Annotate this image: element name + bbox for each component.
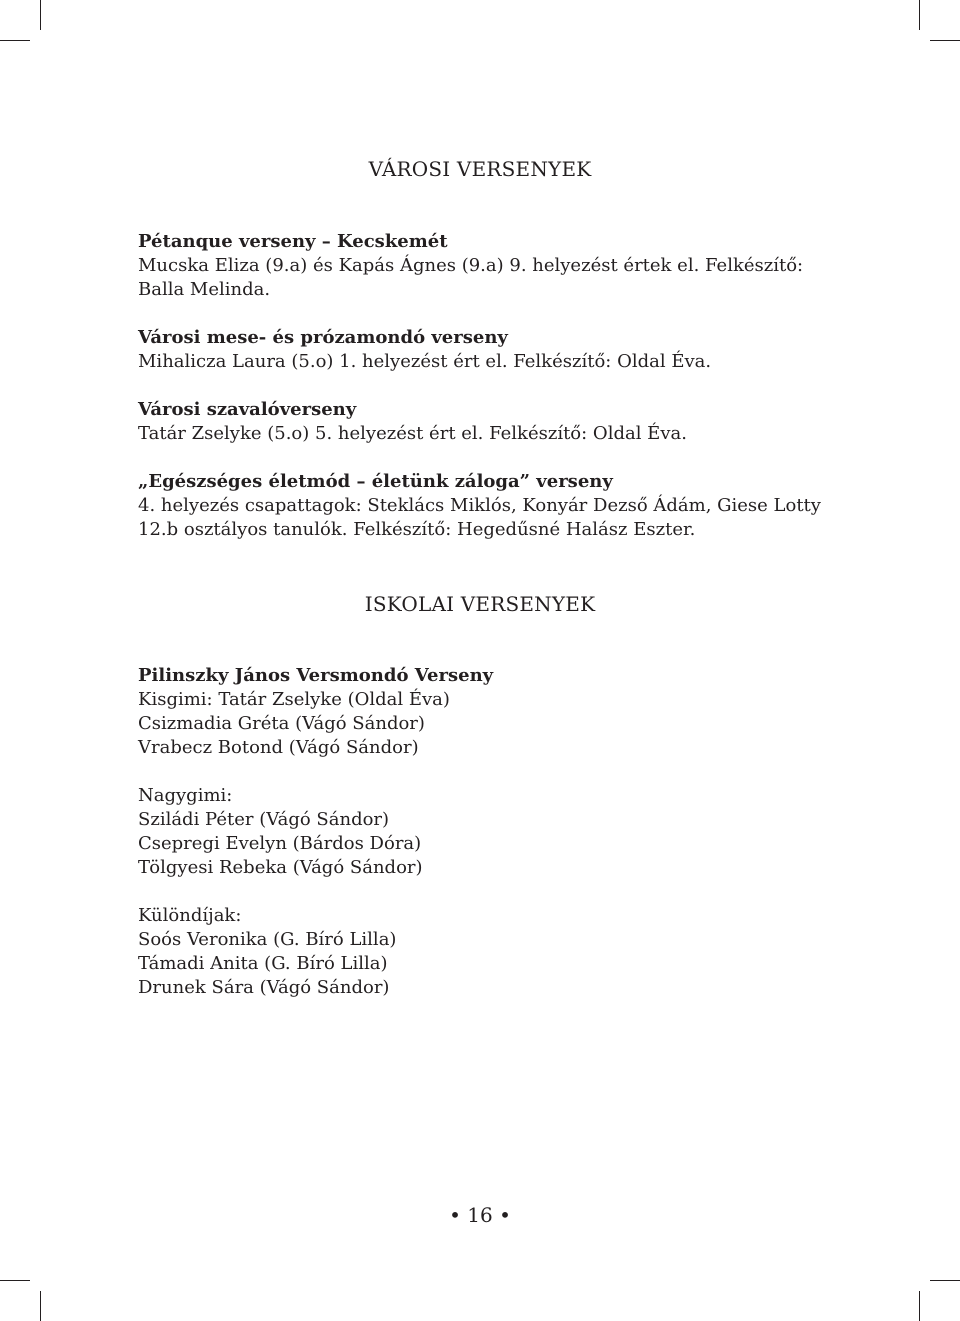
crop-mark	[0, 40, 30, 41]
entry-szavalo	[138, 398, 838, 446]
group-label: Kisgimi: Tatár Zselyke (Oldal Éva)	[138, 689, 450, 710]
entry-petanque	[138, 230, 838, 302]
crop-mark	[40, 1291, 41, 1321]
group-label: Különdíjak:	[138, 905, 242, 926]
list-item: Csepregi Evelyn (Bárdos Dóra)	[138, 833, 422, 854]
list-item: Vrabecz Botond (Vágó Sándor)	[138, 737, 419, 758]
nagygimi-list	[138, 784, 838, 880]
kulondijak-list	[138, 904, 838, 1000]
crop-mark	[40, 0, 41, 30]
crop-mark	[0, 1280, 30, 1281]
entry-title: Pilinszky János Versmondó Verseny	[138, 665, 494, 686]
section-heading-school: ISKOLAI VERSENYEK	[364, 592, 596, 616]
entry-title: Pétanque verseny – Kecskemét	[138, 231, 448, 252]
entry-mesemondo	[138, 326, 838, 374]
entry-title: Városi mese- és prózamondó verseny	[138, 327, 508, 348]
entry-text: Balla Melinda.	[138, 279, 271, 300]
entry-text: 12.b osztályos tanulók. Felkészítő: Hegedűsné Halász Eszter.	[138, 519, 696, 540]
list-item: Támadi Anita (G. Bíró Lilla)	[138, 953, 388, 974]
entry-text: Mucska Eliza (9.a) és Kapás Ágnes (9.a) 9. helyezést értek el. Felkészítő:	[138, 255, 804, 276]
pilinszky-list	[138, 664, 838, 760]
list-item: Csizmadia Gréta (Vágó Sándor)	[138, 713, 425, 734]
section-heading-city: VÁROSI VERSENYEK	[368, 157, 592, 181]
entry-title: „Egészséges életmód – életünk záloga” verseny	[138, 471, 613, 492]
list-item: Tölgyesi Rebeka (Vágó Sándor)	[138, 857, 423, 878]
entry-text: Mihalicza Laura (5.o) 1. helyezést ért el. Felkészítő: Oldal Éva.	[138, 351, 712, 372]
page-number: • 16 •	[449, 1203, 511, 1227]
crop-mark	[930, 40, 960, 41]
crop-mark	[930, 1280, 960, 1281]
list-item: Soós Veronika (G. Bíró Lilla)	[138, 929, 397, 950]
crop-mark	[919, 0, 920, 30]
list-item: Sziládi Péter (Vágó Sándor)	[138, 809, 390, 830]
list-item: Drunek Sára (Vágó Sándor)	[138, 977, 390, 998]
entry-egeszseges	[138, 470, 838, 542]
group-label: Nagygimi:	[138, 785, 233, 806]
crop-mark	[919, 1291, 920, 1321]
entry-text: Tatár Zselyke (5.o) 5. helyezést ért el. Felkészítő: Oldal Éva.	[138, 423, 687, 444]
entry-text: 4. helyezés csapattagok: Steklács Miklós, Konyár Dezső Ádám, Giese Lotty	[138, 495, 821, 516]
entry-title: Városi szavalóverseny	[138, 399, 357, 420]
